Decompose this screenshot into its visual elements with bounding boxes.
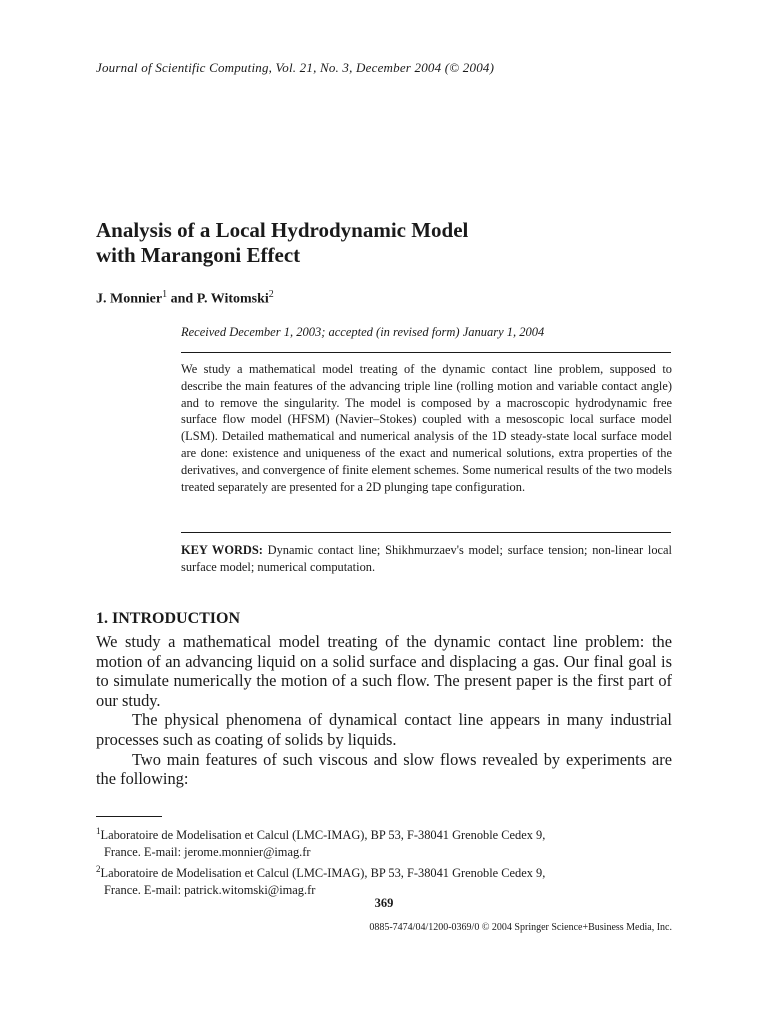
footnote-1 bbox=[96, 823, 672, 861]
footnote-1-line-1: Laboratoire de Modelisation et Calcul (LMC-IMAG), BP 53, F-38041 Grenoble Cedex 9, bbox=[100, 828, 546, 843]
author-2-name: P. Witomski bbox=[196, 291, 269, 307]
footnote-2 bbox=[96, 861, 672, 899]
abstract: We study a mathematical model treating of the dynamic contact line problem, supposed to describe the main features of the advancing triple line (rolling motion and variable contact angle) and to remove the singularity. The model is composed by a macroscopic hydrodynamic free surface flow model (HFSM) (Navier–Stokes) coupled with a mesoscopic local surface model (LSM). Detailed mathematical and numerical analysis of the 1D steady-state local surface model are done: existence and uniqueness of the exact and numerical solutions, extra properties of the derivatives, and convergence of finite element schemes. Some numerical results of the two models treated separately are presented for a 2D plunging tape configuration. bbox=[181, 362, 672, 494]
section-heading: 1. INTRODUCTION bbox=[96, 610, 241, 627]
body-paragraph: The physical phenomena of dynamical contact line appears in many industrial processes such as coating of solids by liquids. bbox=[96, 710, 672, 749]
footnote-2-line-1: Laboratoire de Modelisation et Calcul (LMC-IMAG), BP 53, F-38041 Grenoble Cedex 9, bbox=[100, 866, 546, 881]
footnotes bbox=[96, 823, 672, 899]
footnote-rule bbox=[96, 816, 162, 817]
abstract-bottom-rule bbox=[181, 532, 671, 533]
body-paragraph: Two main features of such viscous and slow flows revealed by experiments are the following: bbox=[96, 749, 672, 789]
copyright-line: 0885-7474/04/1200-0369/0 © 2004 Springer Science+Business Media, Inc. bbox=[369, 922, 672, 933]
title-line-2: with Marangoni Effect bbox=[96, 243, 301, 267]
author-list bbox=[96, 289, 274, 308]
section-body bbox=[96, 632, 672, 789]
paper-title bbox=[96, 218, 468, 268]
journal-header: Journal of Scientific Computing, Vol. 21, No. 3, December 2004 (© 2004) bbox=[96, 60, 495, 75]
author-1-name: J. Monnier bbox=[96, 291, 163, 307]
author-2-footnote-mark: 2 bbox=[268, 289, 274, 300]
keywords-text: Dynamic contact line; Shikhmurzaev's model; surface tension; non-linear local surface model; numerical computation. bbox=[181, 543, 672, 574]
footnote-2-line-2: France. E-mail: patrick.witomski@imag.fr bbox=[104, 883, 316, 898]
abstract-top-rule bbox=[181, 352, 671, 353]
footnote-1-mark: 1 bbox=[96, 826, 101, 836]
keywords-label: KEY WORDS: bbox=[181, 543, 263, 557]
title-line-1: Analysis of a Local Hydrodynamic Model bbox=[96, 218, 469, 242]
footnote-2-mark: 2 bbox=[96, 864, 101, 875]
page-number: 369 bbox=[374, 896, 394, 910]
keywords bbox=[181, 542, 672, 576]
author-1-footnote-mark: 1 bbox=[162, 289, 168, 300]
footnote-1-line-2: France. E-mail: jerome.monnier@imag.fr bbox=[104, 845, 311, 860]
body-paragraph: We study a mathematical model treating of the dynamic contact line problem: the motion of an advancing liquid on a solid surface and displacing a gas. Our final goal is to simulate numerically the motion of a such flow. The present paper is the first part of our study. bbox=[96, 632, 672, 710]
author-connector: and bbox=[170, 291, 194, 307]
received-dates: Received December 1, 2003; accepted (in revised form) January 1, 2004 bbox=[181, 325, 545, 339]
